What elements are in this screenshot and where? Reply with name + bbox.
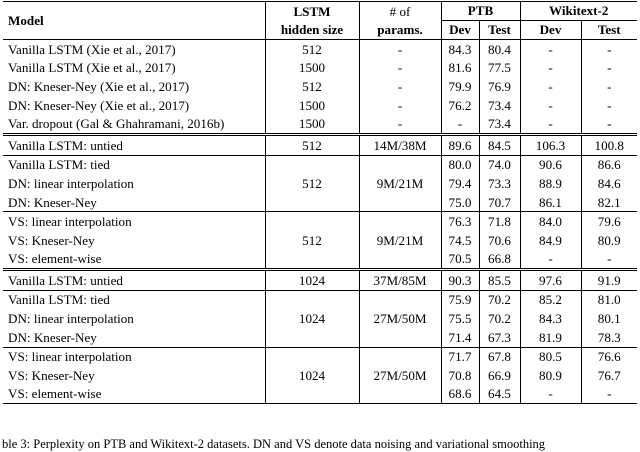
- model-cell: Vanilla LSTM (Xie et al., 2017): [8, 41, 176, 57]
- ptb-dev-cell: 75.0: [441, 193, 479, 212]
- model-cell: DN: linear interpolation: [8, 175, 134, 191]
- size-cell: 1500: [265, 96, 359, 115]
- ptb-dev-cell: 74.5: [441, 231, 479, 250]
- table-caption: ble 3: Perplexity on PTB and Wikitext-2 datasets. DN and VS denote data noising and variational smoothing: [2, 437, 546, 451]
- model-cell: VS: element-wise: [8, 386, 102, 402]
- wt-test-cell: 78.3: [581, 328, 637, 347]
- ptb-test-cell: 85.5: [479, 270, 520, 291]
- ptb-test-cell: 67.3: [479, 328, 520, 347]
- wt-dev-cell: 106.3: [520, 134, 581, 155]
- table-row: [3, 155, 637, 174]
- header-wikitext: Wikitext-2: [520, 2, 637, 21]
- table-row: [3, 347, 637, 366]
- ptb-dev-cell: 70.8: [441, 366, 479, 385]
- wt-test-cell: 80.9: [581, 231, 637, 250]
- ptb-dev-cell: 71.4: [441, 328, 479, 347]
- model-cell: Vanilla LSTM: untied: [8, 272, 123, 288]
- model-cell: DN: linear interpolation: [8, 311, 134, 327]
- table-row: [3, 212, 637, 231]
- ptb-test-cell: 73.4: [479, 114, 520, 134]
- wt-test-cell: 84.6: [581, 174, 637, 193]
- params-cell: -: [359, 59, 441, 78]
- size-cell: 512: [265, 155, 359, 212]
- ptb-test-cell: 70.2: [479, 290, 520, 309]
- params-cell: 27M/50M: [359, 347, 441, 404]
- size-cell: 512: [265, 212, 359, 270]
- ptb-test-cell: 73.3: [479, 174, 520, 193]
- wt-test-cell: -: [581, 40, 637, 59]
- size-cell: 1024: [265, 347, 359, 404]
- header-ptb: PTB: [441, 2, 520, 21]
- table-row: [3, 270, 637, 291]
- params-cell: -: [359, 96, 441, 115]
- ptb-test-cell: 66.8: [479, 250, 520, 270]
- params-cell: 9M/21M: [359, 212, 441, 270]
- ptb-dev-cell: -: [441, 114, 479, 134]
- header-ptb-test: Test: [479, 21, 520, 40]
- table-row: [3, 114, 637, 134]
- wt-dev-cell: 81.9: [520, 328, 581, 347]
- table-row: [3, 40, 637, 59]
- params-cell: 27M/50M: [359, 290, 441, 347]
- header-model: Model: [8, 12, 44, 28]
- wt-test-cell: 86.6: [581, 155, 637, 174]
- ptb-test-cell: 64.5: [479, 385, 520, 404]
- header-lstm: LSTM: [265, 2, 359, 21]
- wt-dev-cell: 84.3: [520, 309, 581, 328]
- wt-test-cell: 100.8: [581, 134, 637, 155]
- model-cell: DN: Kneser-Ney (Xie et al., 2017): [8, 78, 190, 94]
- size-cell: 1024: [265, 290, 359, 347]
- wt-dev-cell: -: [520, 40, 581, 59]
- header-params-2: params.: [359, 21, 441, 40]
- ptb-dev-cell: 75.9: [441, 290, 479, 309]
- params-cell: -: [359, 114, 441, 134]
- ptb-test-cell: 77.5: [479, 59, 520, 78]
- model-cell: VS: linear interpolation: [8, 214, 132, 230]
- model-cell: Vanilla LSTM (Xie et al., 2017): [8, 60, 176, 76]
- wt-dev-cell: 80.5: [520, 347, 581, 366]
- results-table: [3, 1, 637, 404]
- wt-dev-cell: -: [520, 59, 581, 78]
- model-cell: VS: element-wise: [8, 251, 102, 267]
- header-wt-dev: Dev: [520, 21, 581, 40]
- ptb-dev-cell: 76.3: [441, 212, 479, 231]
- table-row: [3, 134, 637, 155]
- wt-test-cell: -: [581, 385, 637, 404]
- size-cell: 1500: [265, 114, 359, 134]
- ptb-dev-cell: 89.6: [441, 134, 479, 155]
- wt-dev-cell: 84.9: [520, 231, 581, 250]
- wt-test-cell: 91.9: [581, 270, 637, 291]
- ptb-dev-cell: 76.2: [441, 96, 479, 115]
- params-cell: 14M/38M: [359, 134, 441, 155]
- header-ptb-dev: Dev: [441, 21, 479, 40]
- wt-dev-cell: -: [520, 385, 581, 404]
- ptb-test-cell: 70.7: [479, 193, 520, 212]
- ptb-test-cell: 80.4: [479, 40, 520, 59]
- model-cell: Vanilla LSTM: untied: [8, 137, 123, 153]
- ptb-test-cell: 66.9: [479, 366, 520, 385]
- wt-dev-cell: -: [520, 77, 581, 96]
- model-cell: Vanilla LSTM: tied: [8, 292, 110, 308]
- wt-dev-cell: -: [520, 96, 581, 115]
- wt-dev-cell: 88.9: [520, 174, 581, 193]
- ptb-dev-cell: 79.4: [441, 174, 479, 193]
- table-row: [3, 290, 637, 309]
- ptb-test-cell: 74.0: [479, 155, 520, 174]
- model-cell: Vanilla LSTM: tied: [8, 157, 110, 173]
- params-cell: 37M/85M: [359, 270, 441, 291]
- wt-test-cell: 80.1: [581, 309, 637, 328]
- wt-dev-cell: 90.6: [520, 155, 581, 174]
- params-cell: 9M/21M: [359, 155, 441, 212]
- wt-dev-cell: 85.2: [520, 290, 581, 309]
- wt-test-cell: -: [581, 96, 637, 115]
- wt-test-cell: -: [581, 59, 637, 78]
- ptb-dev-cell: 90.3: [441, 270, 479, 291]
- wt-test-cell: -: [581, 114, 637, 134]
- wt-test-cell: 79.6: [581, 212, 637, 231]
- wt-dev-cell: 84.0: [520, 212, 581, 231]
- wt-dev-cell: 97.6: [520, 270, 581, 291]
- table-row: [3, 77, 637, 96]
- size-cell: 1500: [265, 59, 359, 78]
- wt-dev-cell: 80.9: [520, 366, 581, 385]
- ptb-dev-cell: 75.5: [441, 309, 479, 328]
- size-cell: 1024: [265, 270, 359, 291]
- wt-dev-cell: 86.1: [520, 193, 581, 212]
- size-cell: 512: [265, 134, 359, 155]
- ptb-test-cell: 71.8: [479, 212, 520, 231]
- ptb-dev-cell: 84.3: [441, 40, 479, 59]
- table-row: [3, 96, 637, 115]
- ptb-dev-cell: 71.7: [441, 347, 479, 366]
- model-cell: DN: Kneser-Ney: [8, 329, 97, 345]
- model-cell: DN: Kneser-Ney: [8, 194, 97, 210]
- table-row: [3, 59, 637, 78]
- params-cell: -: [359, 77, 441, 96]
- wt-test-cell: -: [581, 250, 637, 270]
- model-cell: VS: Kneser-Ney: [8, 232, 95, 248]
- wt-test-cell: 76.7: [581, 366, 637, 385]
- header-params: # of: [359, 2, 441, 21]
- wt-test-cell: 76.6: [581, 347, 637, 366]
- params-cell: -: [359, 40, 441, 59]
- ptb-test-cell: 70.6: [479, 231, 520, 250]
- model-cell: DN: Kneser-Ney (Xie et al., 2017): [8, 97, 190, 113]
- wt-dev-cell: -: [520, 250, 581, 270]
- ptb-test-cell: 67.8: [479, 347, 520, 366]
- size-cell: 512: [265, 77, 359, 96]
- ptb-dev-cell: 80.0: [441, 155, 479, 174]
- model-cell: Var. dropout (Gal & Ghahramani, 2016b): [8, 116, 225, 132]
- ptb-dev-cell: 81.6: [441, 59, 479, 78]
- model-cell: VS: Kneser-Ney: [8, 367, 95, 383]
- ptb-test-cell: 73.4: [479, 96, 520, 115]
- ptb-test-cell: 84.5: [479, 134, 520, 155]
- wt-dev-cell: -: [520, 114, 581, 134]
- header-hidden-size: hidden size: [265, 21, 359, 40]
- wt-test-cell: -: [581, 77, 637, 96]
- size-cell: 512: [265, 40, 359, 59]
- model-cell: VS: linear interpolation: [8, 349, 132, 365]
- ptb-dev-cell: 70.5: [441, 250, 479, 270]
- ptb-test-cell: 70.2: [479, 309, 520, 328]
- ptb-dev-cell: 68.6: [441, 385, 479, 404]
- ptb-test-cell: 76.9: [479, 77, 520, 96]
- wt-test-cell: 82.1: [581, 193, 637, 212]
- header-wt-test: Test: [581, 21, 637, 40]
- ptb-dev-cell: 79.9: [441, 77, 479, 96]
- wt-test-cell: 81.0: [581, 290, 637, 309]
